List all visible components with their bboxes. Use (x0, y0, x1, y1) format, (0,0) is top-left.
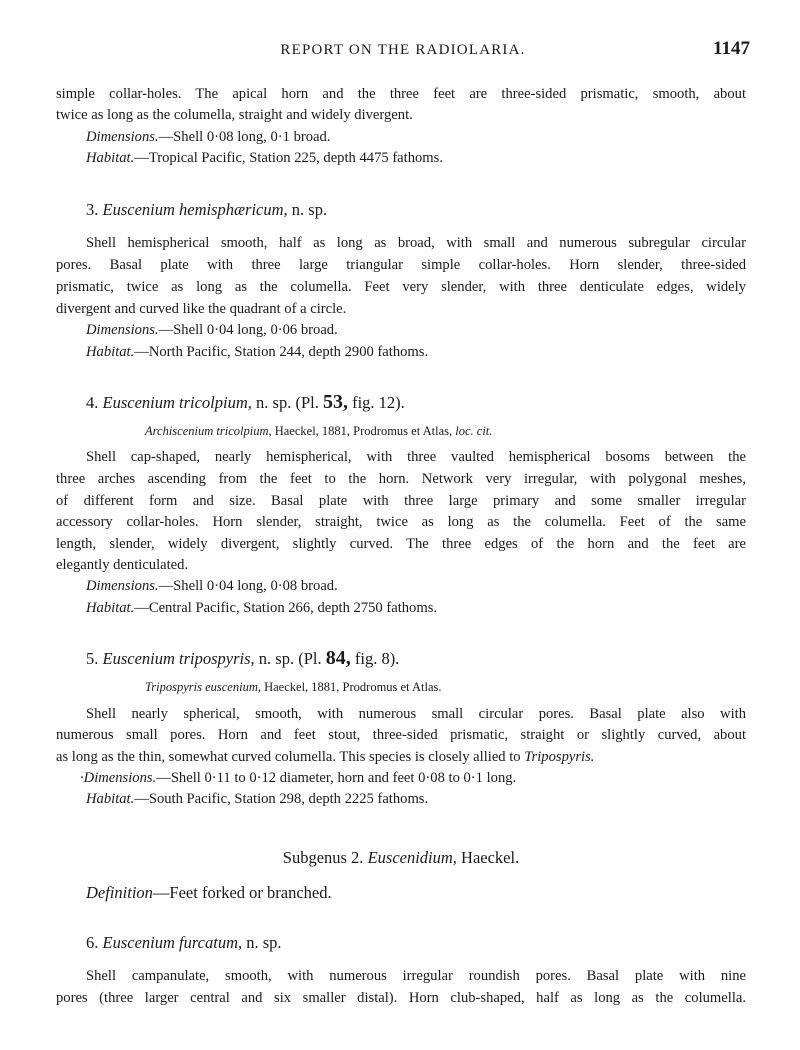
synonym-location: loc. cit. (455, 424, 493, 438)
species-2-dimensions (86, 127, 746, 148)
plate-number: 84, (325, 647, 351, 669)
species-3-habitat (86, 342, 746, 363)
page-number: 1147 (713, 38, 750, 59)
running-title: REPORT ON THE RADIOLARIA. (280, 42, 526, 58)
species-3-desc-line-4: divergent and curved like the quadrant of a circle. (56, 301, 347, 317)
habitat-text: —Tropical Pacific, Station 225, depth 4475 fathoms. (134, 150, 443, 166)
synonym-reference: Haeckel, 1881, Prodromus et Atlas, (274, 424, 453, 438)
species-6-desc-line-2: pores (three larger central and six smaller distal). Horn club-shaped, half as long as the columella. (56, 990, 746, 1006)
species-4-desc-line-4: accessory collar-holes. Horn slender, straight, twice as long as the columella. Feet of the same (56, 514, 746, 530)
habitat-text: —South Pacific, Station 298, depth 2225 fathoms. (134, 791, 429, 807)
species-name: Euscenium hemisphæricum, (102, 200, 288, 219)
species-number: 6. (86, 933, 99, 952)
species-4-desc-line-2: three arches ascending from the feet to the horn. Network very irregular, with polygonal meshes, (56, 471, 746, 487)
species-number: 5. (86, 649, 99, 668)
species-number: 3. (86, 200, 99, 219)
species-6-title (86, 932, 746, 953)
definition-label: Definition (86, 883, 153, 902)
page-header (56, 38, 750, 64)
synonym-name: Tripospyris euscenium, (145, 680, 261, 694)
species-2-desc-line-1: simple collar-holes. The apical horn and the three feet are three-sided prismatic, smooth, about (56, 86, 746, 102)
plate-number: 53, (322, 391, 348, 413)
dimensions-label: Dimensions. (86, 578, 159, 594)
species-suffix: n. sp. (246, 933, 282, 952)
dimensions-text: —Shell 0·04 long, 0·06 broad. (158, 322, 338, 338)
species-4-habitat (86, 598, 746, 619)
species-4-title (86, 392, 746, 413)
species-name: Euscenium tricolpium, (102, 393, 252, 412)
species-4-desc-line-6: elegantly denticulated. (56, 557, 189, 573)
species-3-dimensions (86, 320, 746, 341)
species-5-title (86, 648, 746, 669)
synonym-reference: Haeckel, 1881, Prodromus et Atlas. (264, 680, 442, 694)
habitat-text: —North Pacific, Station 244, depth 2900 fathoms. (134, 344, 429, 360)
species-5-desc-line-1: Shell nearly spherical, smooth, with numerous small circular pores. Basal plate also with (86, 706, 746, 722)
species-5-synonym (145, 677, 745, 698)
species-5-dimensions (80, 768, 746, 789)
species-2-desc-line-2: twice as long as the columella, straight and widely divergent. (56, 107, 413, 123)
dimensions-label: ·Dimensions. (80, 770, 157, 786)
dimensions-text: —Shell 0·11 to 0·12 diameter, horn and feet 0·08 to 0·1 long. (156, 770, 517, 786)
habitat-label: Habitat. (86, 150, 135, 166)
habitat-label: Habitat. (86, 600, 135, 616)
species-name: Euscenium furcatum, (102, 933, 243, 952)
habitat-label: Habitat. (86, 791, 135, 807)
definition-text: —Feet forked or branched. (152, 883, 332, 902)
species-5-desc-line-2: numerous small pores. Horn and feet stout, three-sided prismatic, straight or slightly curved, about (56, 727, 746, 743)
habitat-label: Habitat. (86, 344, 135, 360)
habitat-text: —Central Pacific, Station 266, depth 2750 fathoms. (134, 600, 438, 616)
species-suffix: n. sp. (291, 200, 328, 219)
species-3-desc-line-3: prismatic, twice as long as the columella. Feet very slender, with three denticulate edges, widely (56, 279, 746, 295)
figure-ref: fig. 12). (352, 393, 405, 412)
species-2-habitat (86, 148, 746, 169)
subgenus-heading (56, 847, 746, 868)
subgenus-name: Euscenidium, (367, 848, 457, 867)
figure-ref: fig. 8). (354, 649, 400, 668)
subgenus-author: Haeckel. (461, 848, 520, 867)
dimensions-label: Dimensions. (86, 322, 159, 338)
species-suffix: n. sp. (Pl. (256, 393, 319, 412)
species-4-dimensions (86, 576, 746, 597)
desc-text: as long as the thin, somewhat curved columella. This species is closely allied to (56, 749, 525, 765)
subgenus-definition (86, 882, 746, 903)
synonym-name: Archiscenium tricolpium, (145, 424, 272, 438)
species-4-desc-line-3: of different form and size. Basal plate with three large primary and some smaller irregular (56, 493, 746, 509)
species-5-habitat (86, 789, 746, 810)
species-4-synonym (145, 421, 745, 442)
subgenus-prefix: Subgenus 2. (282, 848, 364, 867)
species-3-desc-line-2: pores. Basal plate with three large triangular simple collar-holes. Horn slender, three-sided (56, 257, 746, 273)
genus-reference: Tripospyris. (524, 749, 595, 765)
species-name: Euscenium tripospyris, (102, 649, 255, 668)
dimensions-label: Dimensions. (86, 129, 159, 145)
species-3-title (86, 199, 746, 220)
species-suffix: n. sp. (Pl. (258, 649, 322, 668)
dimensions-text: —Shell 0·08 long, 0·1 broad. (158, 129, 331, 145)
species-5-desc-line-3 (56, 747, 746, 768)
species-number: 4. (86, 393, 99, 412)
dimensions-text: —Shell 0·04 long, 0·08 broad. (158, 578, 338, 594)
species-4-desc-line-1: Shell cap-shaped, nearly hemispherical, with three vaulted hemispherical bosoms between the (86, 449, 746, 465)
species-4-desc-line-5: length, slender, widely divergent, slightly curved. The three edges of the horn and the feet are (56, 536, 746, 552)
species-6-desc-line-1: Shell campanulate, smooth, with numerous irregular roundish pores. Basal plate with nine (86, 968, 746, 984)
species-3-desc-line-1: Shell hemispherical smooth, half as long as broad, with small and numerous subregular circular (86, 235, 746, 251)
